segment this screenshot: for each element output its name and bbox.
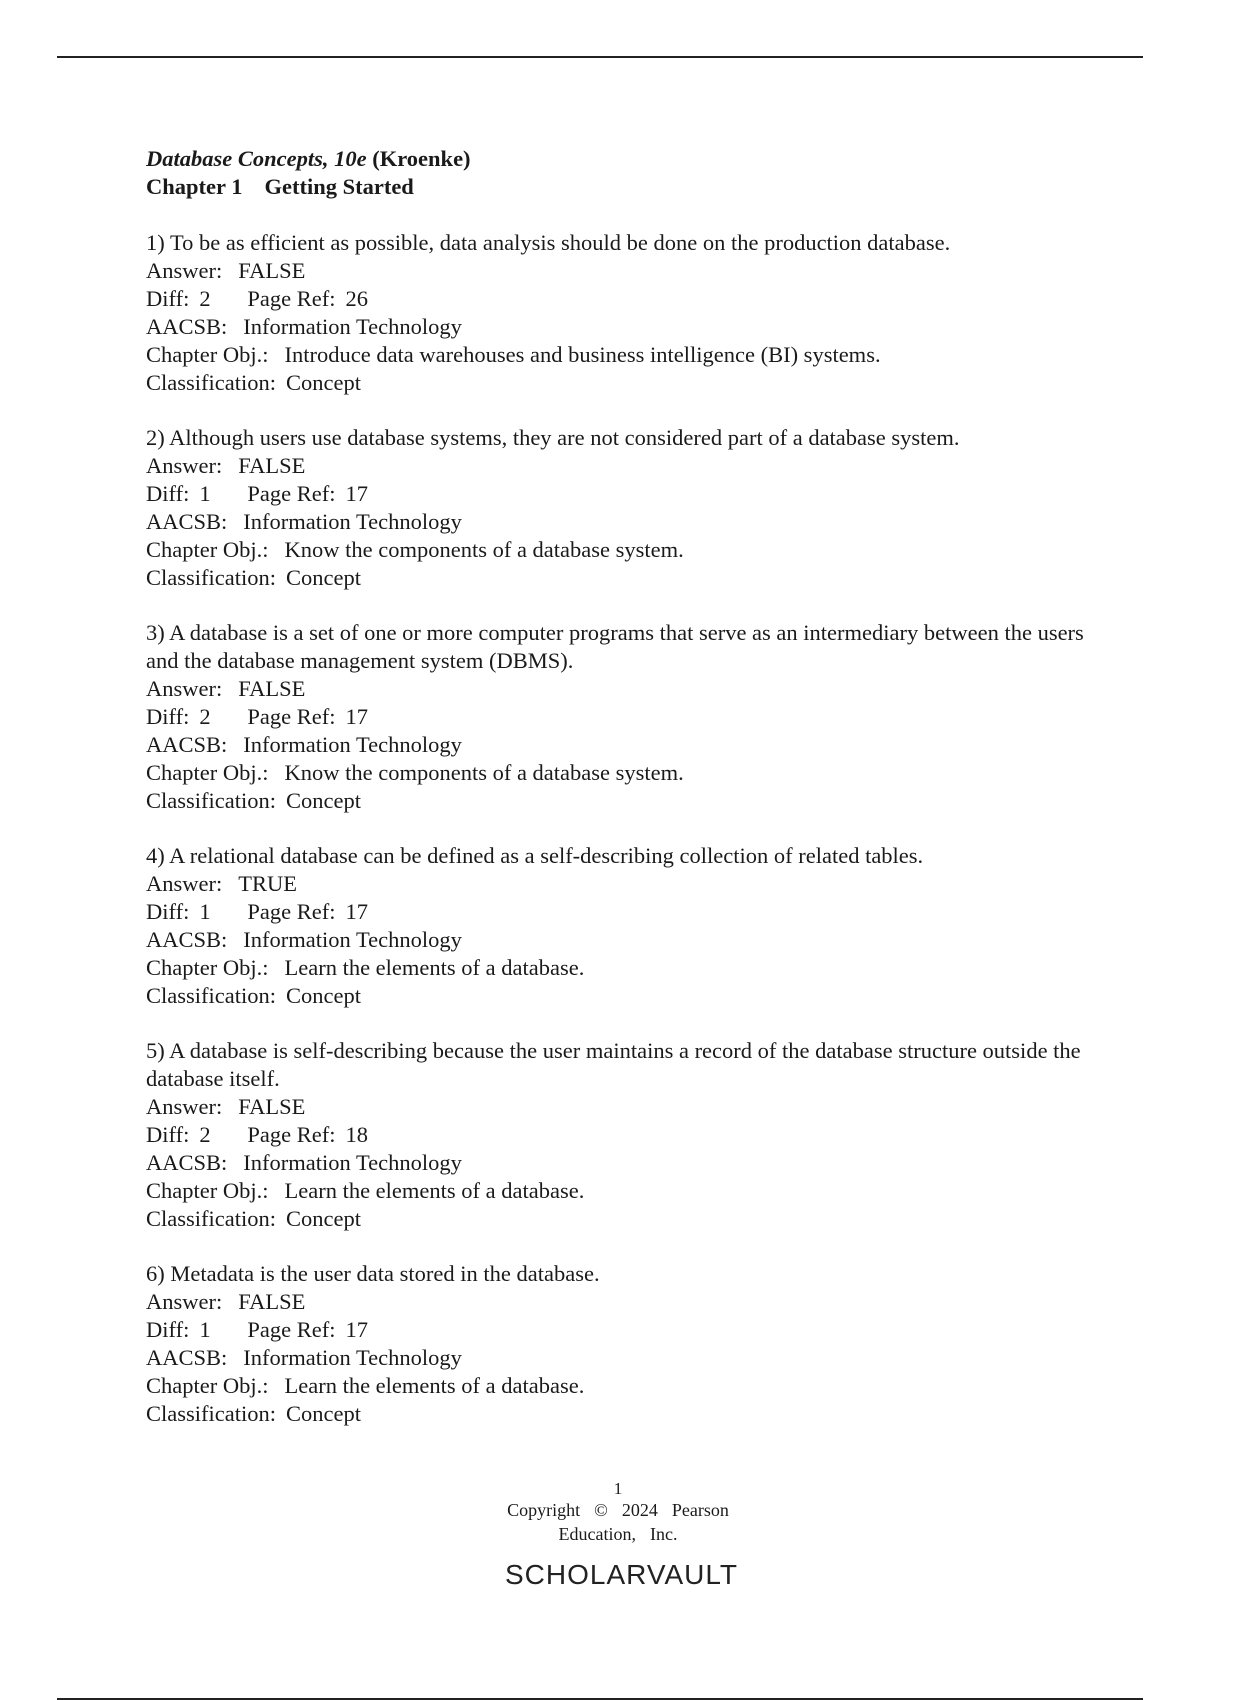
book-title: Database Concepts, 10e <box>146 146 367 171</box>
question-item <box>146 1260 1086 1428</box>
classification-row <box>146 787 1086 815</box>
copyright-education: Education, <box>558 1524 636 1544</box>
aacsb-label: AACSB: <box>146 732 228 757</box>
classification-label: Classification: <box>146 788 276 813</box>
diff-value: 2 <box>199 1122 211 1147</box>
classification-value: Concept <box>285 983 361 1008</box>
diff-value: 1 <box>199 899 211 924</box>
diff-value: 1 <box>199 481 211 506</box>
classification-row <box>146 369 1086 397</box>
aacsb-label: AACSB: <box>146 1345 228 1370</box>
copyright-publisher: Pearson <box>671 1500 729 1520</box>
question-stem: 4) A relational database can be defined as a self-describing collection of related tables. <box>146 843 924 868</box>
aacsb-row <box>146 313 1086 341</box>
classification-row <box>146 564 1086 592</box>
page-number: 1 <box>613 1479 623 1498</box>
book-header <box>146 145 1086 173</box>
diff-label: Diff: <box>146 286 190 311</box>
chapter-obj-value: Learn the elements of a database. <box>284 1178 585 1203</box>
answer-value: FALSE <box>238 258 306 283</box>
answer-row <box>146 870 1086 898</box>
answer-value: FALSE <box>238 453 306 478</box>
classification-value: Concept <box>285 1206 361 1231</box>
classification-value: Concept <box>285 788 361 813</box>
question-stem: 6) Metadata is the user data stored in the database. <box>146 1261 600 1286</box>
answer-value: FALSE <box>238 1289 306 1314</box>
aacsb-row <box>146 1149 1086 1177</box>
aacsb-value: Information Technology <box>243 1345 462 1370</box>
aacsb-label: AACSB: <box>146 314 228 339</box>
diff-row <box>146 285 1086 313</box>
aacsb-value: Information Technology <box>243 1150 462 1175</box>
classification-row <box>146 1205 1086 1233</box>
aacsb-value: Information Technology <box>243 927 462 952</box>
answer-label: Answer: <box>146 676 223 701</box>
diff-label: Diff: <box>146 1317 190 1342</box>
diff-label: Diff: <box>146 899 190 924</box>
diff-label: Diff: <box>146 481 190 506</box>
classification-value: Concept <box>285 1401 361 1426</box>
document-body <box>146 145 1086 1455</box>
chapter-obj-row <box>146 1177 1086 1205</box>
question-stem: 5) A database is self-describing because the user maintains a record of the database structure outside the database itself. <box>146 1038 1081 1091</box>
copyright-line-2 <box>0 1522 1236 1546</box>
book-author: (Kroenke) <box>372 146 471 171</box>
chapter-obj-label: Chapter Obj.: <box>146 1178 269 1203</box>
chapter-obj-label: Chapter Obj.: <box>146 537 269 562</box>
aacsb-row <box>146 508 1086 536</box>
classification-label: Classification: <box>146 1401 276 1426</box>
diff-row <box>146 480 1086 508</box>
copyright-word: Copyright <box>507 1500 581 1520</box>
aacsb-row <box>146 1344 1086 1372</box>
diff-value: 2 <box>199 286 211 311</box>
page-ref-value: 26 <box>345 286 368 311</box>
chapter-obj-value: Know the components of a database system. <box>284 537 684 562</box>
aacsb-value: Information Technology <box>243 314 462 339</box>
page-footer <box>0 1480 1236 1546</box>
question-item <box>146 619 1086 815</box>
answer-value: FALSE <box>238 1094 306 1119</box>
answer-row <box>146 1093 1086 1121</box>
diff-row <box>146 898 1086 926</box>
page-ref-value: 17 <box>345 899 368 924</box>
question-list <box>146 229 1086 1428</box>
page-ref-label: Page Ref: <box>247 704 336 729</box>
question-stem: 3) A database is a set of one or more computer programs that serve as an intermediary between the users and the database management system (DBMS). <box>146 620 1084 673</box>
diff-value: 1 <box>199 1317 211 1342</box>
answer-label: Answer: <box>146 871 223 896</box>
question-item <box>146 229 1086 397</box>
answer-label: Answer: <box>146 1094 223 1119</box>
classification-label: Classification: <box>146 565 276 590</box>
diff-value: 2 <box>199 704 211 729</box>
chapter-title: Getting Started <box>264 174 414 199</box>
answer-label: Answer: <box>146 453 223 478</box>
chapter-obj-row <box>146 1372 1086 1400</box>
classification-label: Classification: <box>146 370 276 395</box>
chapter-obj-value: Learn the elements of a database. <box>284 955 585 980</box>
answer-row <box>146 675 1086 703</box>
top-divider <box>57 56 1143 58</box>
chapter-obj-label: Chapter Obj.: <box>146 760 269 785</box>
diff-label: Diff: <box>146 1122 190 1147</box>
question-item <box>146 424 1086 592</box>
copyright-symbol: © <box>594 1500 608 1520</box>
classification-value: Concept <box>285 370 361 395</box>
chapter-number: Chapter 1 <box>146 174 243 199</box>
chapter-obj-label: Chapter Obj.: <box>146 342 269 367</box>
classification-label: Classification: <box>146 983 276 1008</box>
question-stem: 2) Although users use database systems, they are not considered part of a database system. <box>146 425 960 450</box>
watermark-text: SCHOLARVAULT <box>505 1559 738 1590</box>
diff-row <box>146 703 1086 731</box>
chapter-obj-value: Introduce data warehouses and business intelligence (BI) systems. <box>284 342 881 367</box>
answer-label: Answer: <box>146 258 223 283</box>
chapter-obj-row <box>146 341 1086 369</box>
classification-row <box>146 982 1086 1010</box>
chapter-obj-row <box>146 954 1086 982</box>
page-ref-label: Page Ref: <box>247 899 336 924</box>
diff-label: Diff: <box>146 704 190 729</box>
answer-row <box>146 452 1086 480</box>
aacsb-label: AACSB: <box>146 509 228 534</box>
answer-row <box>146 257 1086 285</box>
classification-row <box>146 1400 1086 1428</box>
copyright-year: 2024 <box>621 1500 658 1520</box>
diff-row <box>146 1316 1086 1344</box>
classification-label: Classification: <box>146 1206 276 1231</box>
answer-label: Answer: <box>146 1289 223 1314</box>
chapter-obj-row <box>146 536 1086 564</box>
diff-row <box>146 1121 1086 1149</box>
page-ref-label: Page Ref: <box>247 481 336 506</box>
chapter-obj-label: Chapter Obj.: <box>146 955 269 980</box>
page-ref-value: 17 <box>345 704 368 729</box>
copyright-inc: Inc. <box>650 1524 678 1544</box>
copyright-line <box>0 1498 1236 1522</box>
page-ref-value: 18 <box>345 1122 368 1147</box>
question-item <box>146 1037 1086 1233</box>
page-ref-value: 17 <box>345 1317 368 1342</box>
aacsb-row <box>146 926 1086 954</box>
page-ref-label: Page Ref: <box>247 1317 336 1342</box>
aacsb-row <box>146 731 1086 759</box>
chapter-heading <box>146 173 1086 201</box>
answer-row <box>146 1288 1086 1316</box>
answer-value: FALSE <box>238 676 306 701</box>
page-ref-label: Page Ref: <box>247 1122 336 1147</box>
page-ref-value: 17 <box>345 481 368 506</box>
aacsb-value: Information Technology <box>243 509 462 534</box>
chapter-obj-row <box>146 759 1086 787</box>
aacsb-label: AACSB: <box>146 927 228 952</box>
page-ref-label: Page Ref: <box>247 286 336 311</box>
question-item <box>146 842 1086 1010</box>
classification-value: Concept <box>285 565 361 590</box>
aacsb-label: AACSB: <box>146 1150 228 1175</box>
question-stem: 1) To be as efficient as possible, data analysis should be done on the production database. <box>146 230 951 255</box>
chapter-obj-value: Know the components of a database system. <box>284 760 684 785</box>
answer-value: TRUE <box>238 871 297 896</box>
chapter-obj-label: Chapter Obj.: <box>146 1373 269 1398</box>
aacsb-value: Information Technology <box>243 732 462 757</box>
chapter-obj-value: Learn the elements of a database. <box>284 1373 585 1398</box>
